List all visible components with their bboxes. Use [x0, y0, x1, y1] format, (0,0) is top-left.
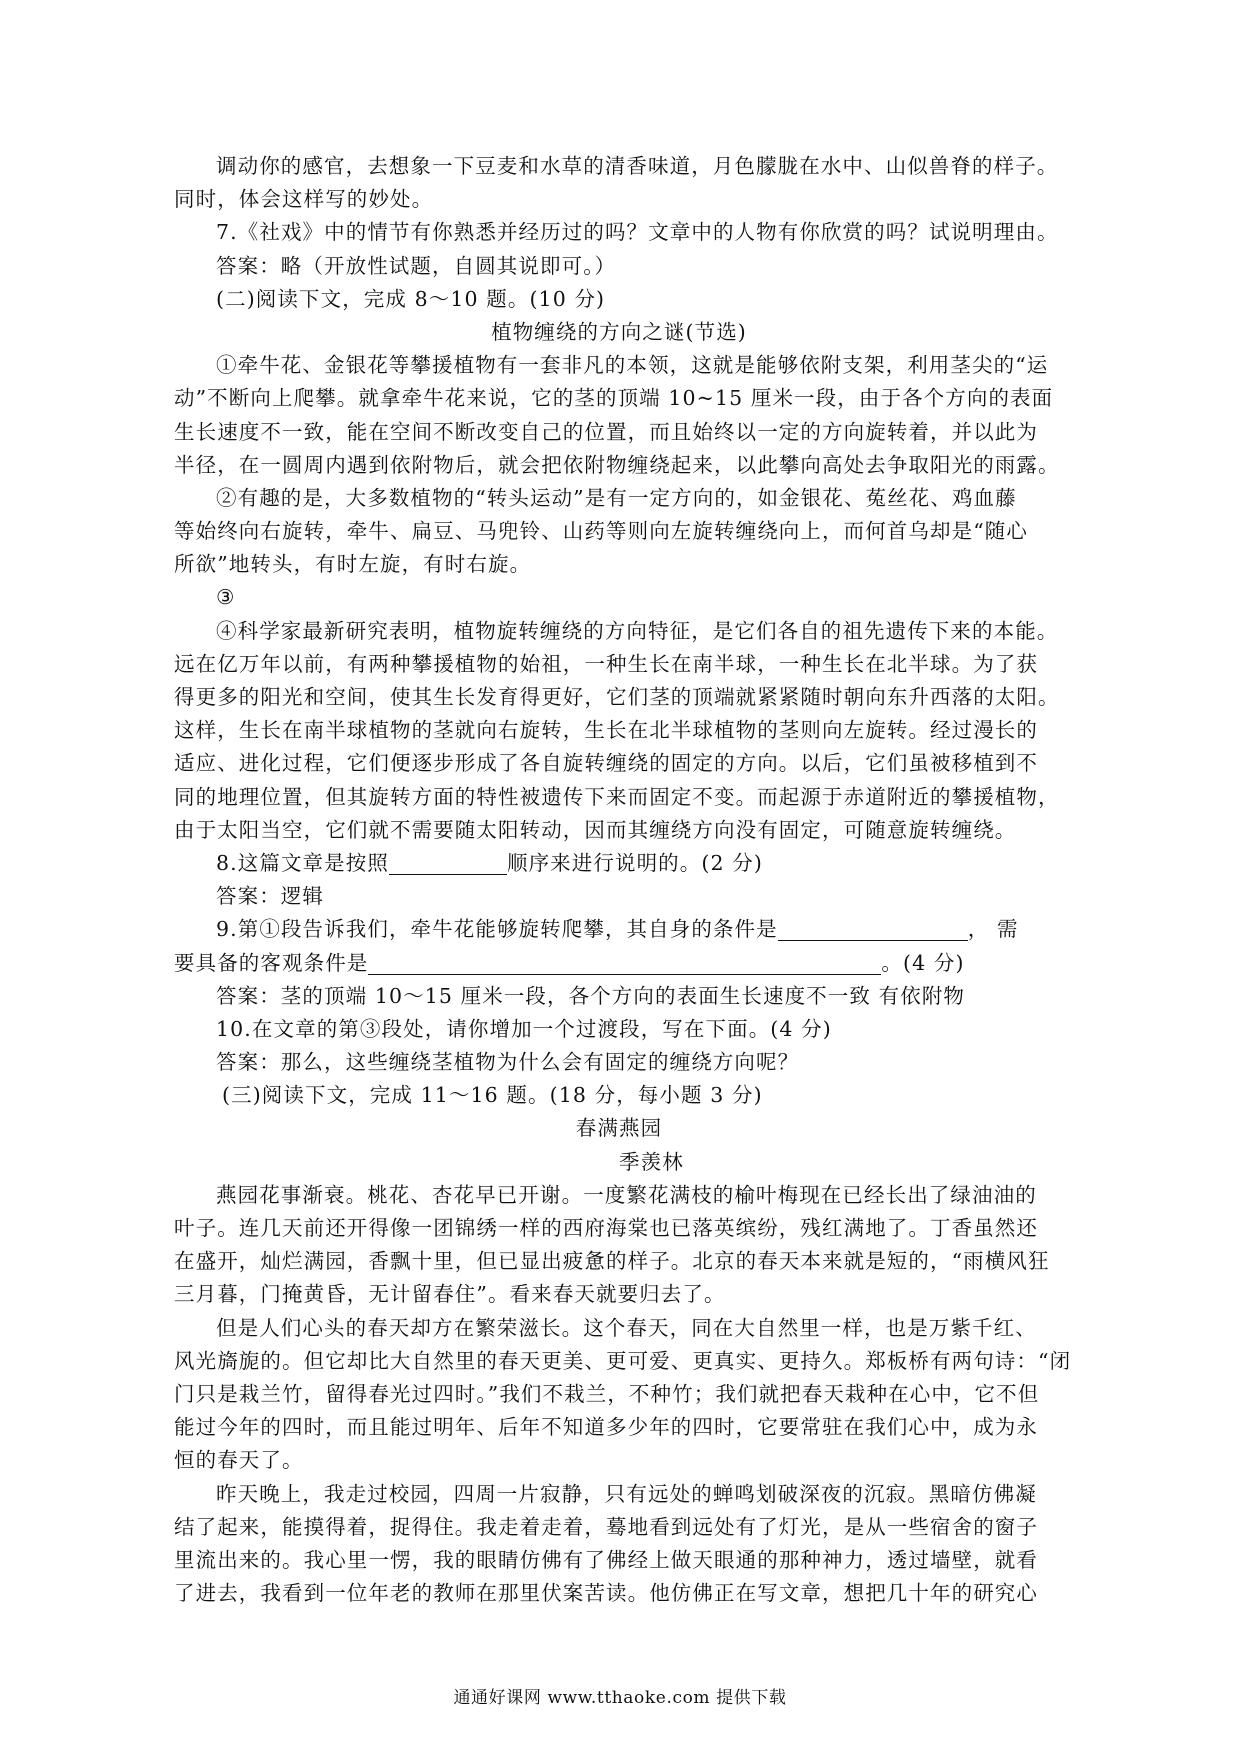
text-line: 三月暮，门掩黄昏，无计留春住”。看来春天就要归去了。 [174, 1282, 726, 1307]
text-line: 生长速度不一致，能在空间不断改变自己的位置，而且始终以一定的方向旋转着，并以此为 [174, 419, 1038, 444]
text-line: 得更多的阳光和空间，使其生长发育得更好，它们茎的顶端就紧紧随时朝向东升西落的太阳。 [174, 685, 1060, 709]
paragraph-3-marker: ③ [216, 585, 236, 610]
section-heading-3: (三)阅读下文，完成 11～16 题。(18 分，每小题 3 分) [222, 1083, 763, 1108]
text-line: 叶子。连几天前还开得像一团锦绣一样的西府海棠也已落英缤纷，残红满地了。丁香虽然还 [174, 1216, 1038, 1240]
text-line: 适应、进化过程，它们便逐步形成了各自旋转缠绕的固定的方向。以后，它们虽被移植到不 [174, 751, 1038, 776]
question-9-text-before: 要具备的客观条件是 [174, 950, 369, 975]
answer-blank [778, 916, 968, 941]
question-9-line-1 [174, 913, 1064, 946]
text-line: 等始终向右旋转，牵牛、扁豆、马兜铃、山药等则向左旋转缠绕向上，而何首乌却是“随心 [174, 519, 1028, 544]
question-7: 7.《社戏》中的情节有你熟悉并经历过的吗？文章中的人物有你欣赏的吗？试说明理由。 [216, 220, 1059, 245]
text-line: ④科学家最新研究表明，植物旋转缠绕的方向特征，是它们各自的祖先遗传下来的本能。 [216, 618, 1059, 643]
question-9-text-after: 。(4 分) [881, 950, 965, 975]
text-line: 在盛开，灿烂满园，香飘十里，但已显出疲惫的样子。北京的春天本来就是短的，“雨横风狂 [174, 1249, 1050, 1274]
question-10: 10.在文章的第③段处，请你增加一个过渡段，写在下面。(4 分) [216, 1016, 832, 1041]
answer-10: 答案：那么，这些缠绕茎植物为什么会有固定的缠绕方向呢？ [216, 1050, 800, 1075]
text-line: 恒的春天了。 [174, 1448, 304, 1473]
page-footer: 通通好课网 www.tthaoke.com 提供下载 [453, 1688, 787, 1708]
text-line: 风光旖旎的。但它却比大自然里的春天更美、更可爱、更真实、更持久。郑板桥有两句诗：“闭 [174, 1348, 1072, 1373]
question-9-line-2 [174, 947, 1064, 980]
text-line: 同的地理位置，但其旋转方面的特性被遗传下来而固定不变。而起源于赤道附近的攀援植物， [174, 784, 1060, 809]
text-line: 燕园花事渐衰。桃花、杏花早已开谢。一度繁花满枝的榆叶梅现在已经长出了绿油油的 [216, 1182, 1037, 1207]
answer-blank [368, 950, 881, 975]
document-body [174, 150, 1072, 1610]
text-line: 结了起来，能摸得着，捉得住。我走着走着，蓦地看到远处有了灯光，是从一些宿舍的窗子 [174, 1514, 1038, 1539]
text-line: 里流出来的。我心里一愣，我的眼睛仿佛有了佛经上做天眼通的那种神力，透过墙壁，就看 [174, 1547, 1038, 1572]
text-line: 调动你的感官，去想象一下豆麦和水草的清香味道，月色朦胧在水中、山似兽脊的样子。 [216, 154, 1059, 178]
question-8-text-before: 8.这篇文章是按照 [216, 850, 389, 875]
text-line: 动”不断向上爬攀。就拿牵牛花来说，它的茎的顶端 10~15 厘米一段，由于各个方向的表面 [174, 386, 1054, 411]
text-line: 半径，在一圆周内遇到依附物后，就会把依附物缠绕起来，以此攀向高处去争取阳光的雨露。 [174, 452, 1060, 477]
text-line: ②有趣的是，大多数植物的“转头运动”是有一定方向的，如金银花、菟丝花、鸡血藤 [216, 485, 1017, 510]
answer-7: 答案：略（开放性试题，自圆其说即可。） [216, 253, 617, 278]
text-line: 门只是栽兰竹，留得春光过四时。”我们不栽兰，不种竹；我们就把春天栽种在心中，它不但 [174, 1381, 1040, 1406]
answer-blank [389, 850, 507, 875]
essay-title: 春满燕园 [575, 1116, 663, 1141]
question-8 [174, 847, 1064, 880]
question-9-text-before: 9.第①段告诉我们，牵牛花能够旋转爬攀，其自身的条件是 [216, 917, 778, 942]
text-line: 昨天晚上，我走过校园，四周一片寂静，只有远处的蝉鸣划破深夜的沉寂。黑暗仿佛凝 [216, 1481, 1037, 1506]
text-line: 由于太阳当空，它们就不需要随太阳转动，因而其缠绕方向没有固定，可随意旋转缠绕。 [174, 817, 1017, 842]
answer-9: 答案：茎的顶端 10～15 厘米一段，各个方向的表面生长速度不一致 有依附物 [216, 983, 966, 1008]
question-9-text-after: ， 需 [967, 917, 1019, 942]
essay-author: 季羡林 [619, 1149, 684, 1174]
question-8-text-after: 顺序来进行说明的。(2 分) [506, 850, 763, 875]
text-line: 远在亿万年以前，有两种攀援植物的始祖，一种生长在南半球，一种生长在北半球。为了获 [174, 651, 1038, 676]
text-line: 同时，体会这样写的妙处。 [174, 187, 434, 212]
text-line: 所欲”地转头，有时左旋，有时右旋。 [174, 552, 532, 577]
article-title: 植物缠绕的方向之谜(节选) [491, 319, 747, 344]
text-line: 但是人们心头的春天却方在繁荣滋长。这个春天，同在大自然里一样，也是万紫千红、 [216, 1315, 1037, 1340]
text-line: 了进去，我看到一位年老的教师在那里伏案苦读。他仿佛正在写文章，想把几十年的研究心 [174, 1581, 1038, 1606]
text-line: 这样，生长在南半球植物的茎就向右旋转，生长在北半球植物的茎则向左旋转。经过漫长的 [174, 718, 1038, 743]
text-line: 能过今年的四时，而且能过明年、后年不知道多少年的四时，它要常驻在我们心中，成为永 [174, 1415, 1038, 1440]
answer-8: 答案：逻辑 [216, 884, 324, 909]
section-heading-2: (二)阅读下文，完成 8～10 题。(10 分) [216, 286, 606, 311]
text-line: ①牵牛花、金银花等攀援植物有一套非凡的本领，这就是能够依附支架，利用茎尖的“运 [216, 353, 1049, 378]
